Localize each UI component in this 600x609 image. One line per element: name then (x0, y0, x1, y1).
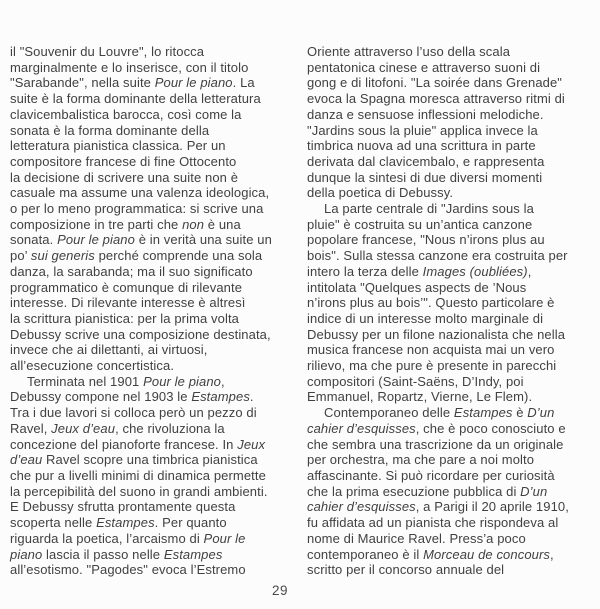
text-run: compositori (Saint-Saëns, D’Indy, poi (307, 373, 524, 389)
text-line (307, 405, 596, 421)
italic-text-run: Pour le piano (57, 232, 135, 248)
text-line (307, 280, 596, 296)
text-line (307, 91, 596, 107)
italic-text-run: Jeux (237, 436, 266, 452)
text-run: fu affidata ad un pianista che rispondeva al (307, 515, 559, 531)
text-line (307, 374, 596, 390)
italic-text-run: cahier d’esquisses (307, 420, 416, 436)
text-line (307, 421, 596, 437)
text-line (10, 374, 303, 390)
text-run: , che è poco conosciuto e (415, 420, 566, 436)
text-line (307, 217, 596, 233)
text-run: dunque la sintesi di due diversi momenti (307, 169, 543, 185)
text-run: casuale ma assume una valenza ideologica, (10, 185, 270, 201)
italic-text-run: sui generis (30, 248, 95, 264)
text-run: scritto per il concorso annuale del (307, 562, 505, 578)
text-run: , che rivoluziona la (115, 420, 225, 436)
italic-text-run: Pour le (203, 530, 246, 546)
text-line (307, 264, 596, 280)
text-run: n’irons plus au bois’". Questo particolare è (307, 295, 555, 311)
text-run: Debussy scrive una composizione destinata, (10, 326, 271, 342)
text-line (307, 562, 596, 578)
italic-text-run: Pour le piano (143, 373, 222, 389)
text-line (307, 75, 596, 91)
text-run: . (249, 389, 254, 405)
text-line (10, 437, 303, 453)
italic-text-run: d’eau (10, 452, 43, 468)
text-run: , a Parigi il 20 aprile 1910, (415, 499, 569, 515)
text-run: la percepibilità del suono in grandi ambienti. (10, 483, 268, 499)
text-run: suite è la forma dominante della letteratura (10, 91, 261, 107)
text-line (307, 499, 596, 515)
text-line (10, 217, 303, 233)
text-line (10, 201, 303, 217)
text-run: pluie" è costruita su un’antica canzone (307, 216, 533, 232)
text-line (10, 499, 303, 515)
text-line (10, 421, 303, 437)
text-line (307, 515, 596, 531)
text-line (10, 547, 303, 563)
text-line (307, 311, 596, 327)
text-column-right (303, 44, 596, 578)
text-line (307, 154, 596, 170)
text-run: è (512, 405, 528, 421)
text-line (10, 280, 303, 296)
text-run: E Debussy sfrutta prontamente questa (10, 499, 236, 515)
text-line (307, 547, 596, 563)
text-line (307, 342, 596, 358)
text-line (10, 311, 303, 327)
italic-text-run: piano (10, 546, 43, 562)
text-run: indice di un interesse molto marginale di (307, 310, 544, 326)
text-run: la scrittura pianistica: per la prima volta (10, 310, 240, 326)
text-run: intero la terza delle (307, 263, 423, 279)
text-run: letteratura pianistica classica. Per un (10, 138, 226, 154)
italic-text-run: Jeux d’eau (51, 420, 116, 436)
text-line (10, 358, 303, 374)
italic-text-run: Morceau de concours (423, 546, 551, 562)
text-run: per orchestra, ma che pare a noi molto (307, 452, 535, 468)
text-run: all’esotismo. "Pagodes" evoca l’Estremo (10, 562, 246, 578)
text-run: invece che ai dilettanti, ai virtuosi, (10, 342, 208, 358)
text-line (10, 295, 303, 311)
text-line (10, 107, 303, 123)
text-run: programmatico è comunque di rilevante (10, 279, 243, 295)
text-run: il "Souvenir du Louvre", lo ritocca (10, 44, 205, 59)
text-run: riguarda la poetica, l’arcaismo di (10, 530, 204, 546)
text-run: , (221, 373, 225, 389)
text-line (10, 562, 303, 578)
text-run: Contemporaneo delle (324, 405, 454, 421)
italic-text-run: D’un (520, 483, 548, 499)
text-run: Oriente attraverso l’uso della scala (307, 44, 511, 59)
italic-text-run: Estampes (191, 389, 250, 405)
text-run: la decisione di scrivere una suite non è (10, 169, 239, 185)
text-run: perché comprende una sola (94, 248, 263, 264)
text-line (307, 468, 596, 484)
text-run: bois". Sulla stessa canzone era costruita per (307, 248, 568, 264)
text-line (10, 91, 303, 107)
text-line (10, 138, 303, 154)
text-line (10, 342, 303, 358)
text-line (307, 170, 596, 186)
text-run: affascinante. Si può ricordare per curiosità (307, 467, 555, 483)
text-run: gong e di litofoni. "La soirée dans Grenade" (307, 75, 563, 91)
text-run: che sembra una trascrizione da un originale (307, 436, 564, 452)
text-line (307, 185, 596, 201)
text-line (10, 264, 303, 280)
text-line (307, 452, 596, 468)
text-run: , (527, 263, 532, 279)
text-run: o per lo meno programmatica: si scrive una (10, 201, 264, 217)
text-run: scoperta nelle (10, 515, 97, 531)
text-run: lascia il passo nelle (42, 546, 164, 562)
text-run: derivata dal clavicembalo, e rappresenta (307, 153, 545, 169)
text-line (10, 75, 303, 91)
text-line (10, 232, 303, 248)
text-run: Terminata nel 1901 (27, 373, 144, 389)
text-line (10, 123, 303, 139)
text-line (10, 389, 303, 405)
text-line (307, 295, 596, 311)
text-run: musica francese non acquista mai un vero (307, 342, 555, 358)
text-line (10, 44, 303, 60)
text-line (307, 248, 596, 264)
italic-text-run: Estampes (96, 515, 155, 531)
italic-text-run: non (182, 216, 205, 232)
text-run: Ravel, (10, 420, 52, 436)
text-run: . Per quanto (154, 515, 227, 531)
text-run: La parte centrale di "Jardins sous la (324, 201, 534, 217)
text-column-left (10, 44, 303, 578)
text-run: "Sarabande", nella suite (10, 75, 155, 91)
text-run: rilievo, ma che pure è presente in parecchi (307, 358, 557, 374)
text-line (10, 60, 303, 76)
text-columns (10, 44, 596, 578)
text-run: Tra i due lavori si colloca però un pezzo di (10, 405, 257, 421)
text-run: sonata. (10, 232, 58, 248)
text-run: nome di Maurice Ravel. Press’a poco (307, 530, 526, 546)
italic-text-run: Images (oubliées) (422, 263, 528, 279)
text-line (307, 327, 596, 343)
text-line (307, 201, 596, 217)
text-run: composizione in tre parti che (10, 216, 183, 232)
page-number: 29 (271, 583, 289, 598)
text-run: compositore francese di fine Ottocento (10, 153, 237, 169)
text-run: sonata è la forma dominante della (10, 122, 210, 138)
text-run: è in verità una suite un (134, 232, 272, 248)
text-line (307, 44, 596, 60)
text-run: contemporaneo è il (307, 546, 424, 562)
text-line (307, 60, 596, 76)
text-line (307, 232, 596, 248)
text-run: Debussy compone nel 1903 le (10, 389, 192, 405)
text-line (307, 107, 596, 123)
text-line (10, 327, 303, 343)
text-run: clavicembalistica barocca, così come la (10, 106, 242, 122)
text-line (307, 437, 596, 453)
text-run: danza e sensuose inflessioni melodiche. (307, 106, 544, 122)
text-line (307, 138, 596, 154)
text-run: . La (232, 75, 255, 91)
text-line (10, 515, 303, 531)
text-line (307, 531, 596, 547)
text-line (10, 248, 303, 264)
text-run: che la prima esecuzione pubblica di (307, 483, 521, 499)
text-run: intitolata "Quelques aspects de ’Nous (307, 279, 527, 295)
text-run: concezione del pianoforte francese. In (10, 436, 238, 452)
italic-text-run: D’un (527, 405, 555, 421)
text-line (10, 185, 303, 201)
text-run: della poetica di Debussy. (307, 185, 454, 201)
text-run: Emmanuel, Ropartz, Vierne, Le Flem). (307, 389, 533, 405)
text-line (307, 389, 596, 405)
text-run: Debussy per un filone nazionalista che nella (307, 326, 566, 342)
text-run: è una (204, 216, 241, 232)
italic-text-run: Estampes (163, 546, 223, 562)
text-line (10, 452, 303, 468)
text-line (10, 170, 303, 186)
text-line (10, 405, 303, 421)
text-line (307, 358, 596, 374)
text-line (307, 484, 596, 500)
text-run: evoca la Spagna moresca attraverso ritmi di (307, 91, 565, 107)
text-run: "Jardins sous la pluie" applica invece la (307, 122, 538, 138)
text-line (10, 468, 303, 484)
text-run: , (550, 546, 554, 562)
text-run: timbrica nuova ad una scrittura in parte (307, 138, 536, 154)
text-run: popolare francese, "Nous n’irons plus au (307, 232, 545, 248)
text-line (10, 484, 303, 500)
text-run: interesse. Di rilevante interesse è altresì (10, 295, 246, 311)
text-run: danza, la sarabanda; ma il suo significato (10, 263, 253, 279)
text-line (10, 531, 303, 547)
text-run: pentatonica cinese e attraverso suoni di (307, 59, 541, 75)
text-run: marginalmente e lo inserisce, con il titolo (10, 59, 249, 75)
text-run: Ravel scopre una timbrica pianistica (42, 452, 258, 468)
text-line (307, 123, 596, 139)
text-run: all’esecuzione concertistica. (10, 358, 175, 374)
italic-text-run: cahier d’esquisses (307, 499, 416, 515)
italic-text-run: Estampes (453, 405, 513, 421)
text-line (10, 154, 303, 170)
italic-text-run: Pour le piano (154, 75, 233, 91)
text-run: po’ (10, 248, 31, 264)
text-run: che pur a livelli minimi di dinamica permette (10, 467, 266, 483)
